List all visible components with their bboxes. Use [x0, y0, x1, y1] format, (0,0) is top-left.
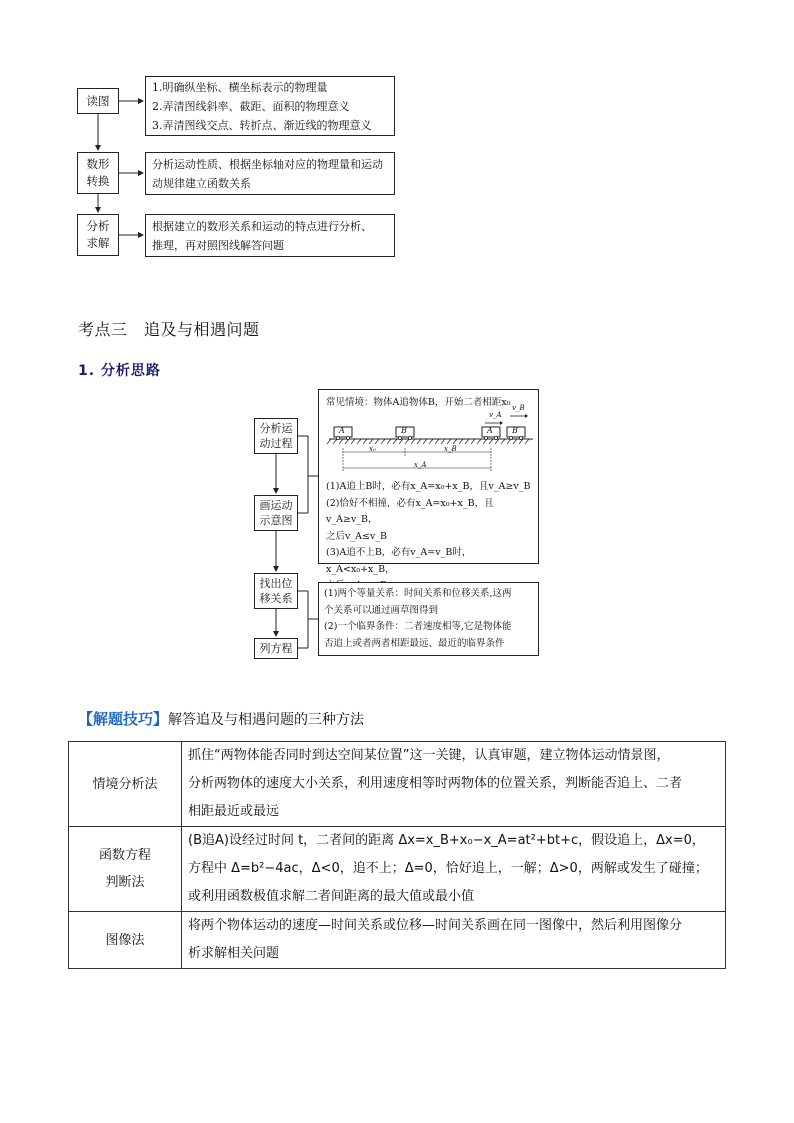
scenario-conditions: (1)A追上B时，必有x_A=x₀+x_B，且v_A≥v_B (2)恰好不相撞，必有x_A=x₀+x_B，且v_A≥v_B， 之后v_A≤v_B (3)A追不上B，必有v_A=v_B时，x_A<x₀+x_B， — [326, 481, 531, 575]
method-content: (B追A)设经过时间 t，二者间的距离 Δx=x_B+x₀−x_A=at²+bt+c，假设追上，Δx=0， 方程中 Δ=b²−4ac，Δ<0，追不上；Δ=0，恰好追上，一解；Δ>0，两解或发生了碰撞； 或利用函数极值求解二者间距离的最大值或最小值 — [182, 827, 726, 912]
method-content: 将两个物体运动的速度—时间关系或位移—时间关系画在同一图像中，然后利用图像分 析求解相关问题 — [182, 912, 726, 969]
flow-step-read-graph: 读图 — [77, 88, 119, 114]
relation-box: (1)两个等量关系：时间关系和位移关系,这两 个关系可以通过画草图得到 (2)一个临界条件：二者速度相等,它是物体能 否追上或者两者相距最远、最近的临界条件 — [318, 582, 539, 656]
label-cart-b1: B — [401, 426, 407, 435]
label-x0: x₀ — [369, 445, 376, 453]
flow-desc-read-graph: 1.明确纵坐标、横坐标表示的物理量 2.弄清图线斜率、截距、面积的物理意义 3.弄清图线交点、转折点、渐近线的物理意义 — [145, 76, 395, 136]
tips-title: 【解题技巧】 — [78, 710, 169, 728]
flow-desc-convert: 分析运动性质、根据坐标轴对应的物理量和运动 动规律建立函数关系 — [145, 152, 395, 195]
flow-step-solve: 分析 求解 — [77, 214, 119, 256]
label-xa: x_A — [414, 461, 427, 469]
label-vb: v_B — [512, 404, 525, 412]
label-xb: x_B — [444, 445, 457, 453]
table-row — [69, 912, 726, 969]
method-content: 抓住“两物体能否同时到达空间某位置”这一关键，认真审题，建立物体运动情景图， 分析两物体的速度大小关系，利用速度相等时两物体的位置关系，判断能否追上、二者 相距最近或最远 — [182, 742, 726, 827]
subsection-title: 1. 分析思路 — [78, 363, 161, 379]
label-cart-a2: A — [487, 426, 493, 435]
chase-step-draw: 画运动 示意图 — [254, 495, 298, 531]
table-row — [69, 742, 726, 827]
method-name: 图像法 — [69, 912, 182, 969]
chase-flow-connectors — [0, 0, 560, 680]
table-row — [69, 827, 726, 912]
tips-text: 解答追及与相遇问题的三种方法 — [168, 712, 365, 728]
section-title: 考点三 追及与相遇问题 — [78, 320, 260, 339]
method-name: 函数方程 判断法 — [69, 827, 182, 912]
label-cart-a1: A — [339, 426, 345, 435]
scenario-intro: 常见情境：物体A追物体B，开始二者相距x₀ — [326, 397, 511, 408]
methods-table — [68, 741, 726, 969]
method-name: 情境分析法 — [69, 742, 182, 827]
flow-step-convert: 数形 转换 — [77, 152, 119, 194]
label-cart-b2: B — [512, 426, 518, 435]
tips-heading — [78, 708, 364, 729]
chase-step-analyze: 分析运 动过程 — [254, 418, 298, 454]
chase-step-equation: 列方程 — [254, 638, 298, 659]
flow-desc-solve: 根据建立的数形关系和运动的特点进行分析、 推理，再对照图线解答问题 — [145, 214, 395, 257]
label-va: v_A — [489, 411, 502, 419]
chase-step-relation: 找出位 移关系 — [254, 573, 298, 609]
